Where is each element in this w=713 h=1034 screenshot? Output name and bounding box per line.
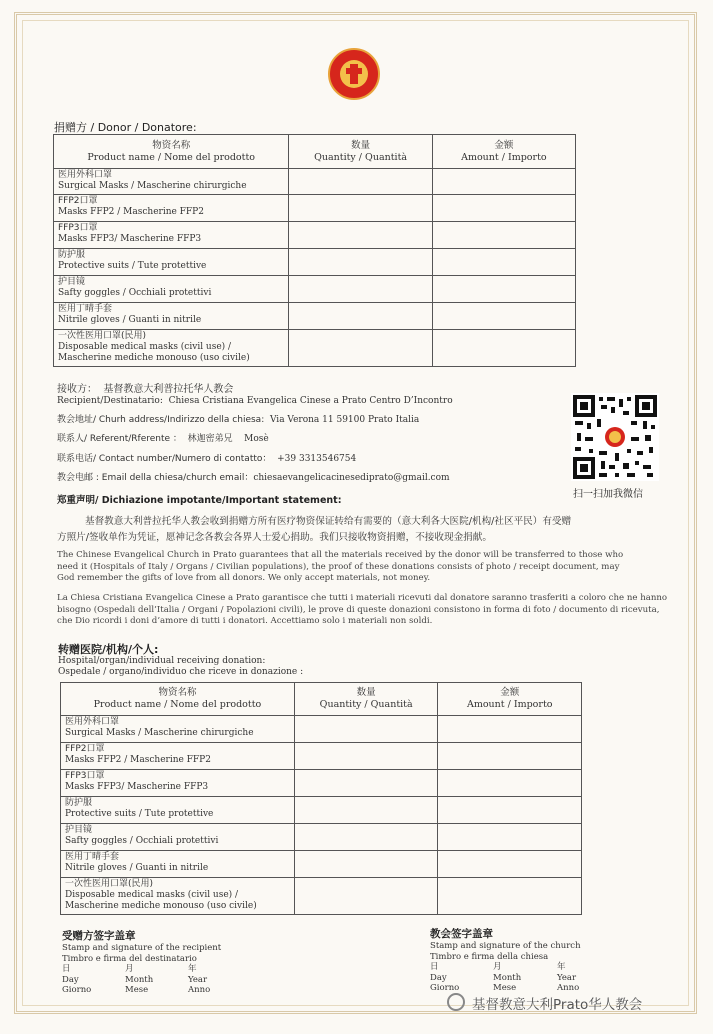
table-row: 医用丁晴手套 Nitrile gloves / Guanti in nitrile [54,303,576,330]
amount-cell[interactable] [432,195,575,222]
header-amount: 金额 Amount / Importo [438,683,582,716]
amount-cell[interactable] [432,169,575,195]
statement-cn: 基督教意大利普拉托华人教会收到捐赠方所有医疗物资保证转给有需要的（意大利各大医院/机构/社区平民）有受赠 方照片/签收单作为凭证，愿神记念各教会各界人士爱心捐助。我们只接收物资捐赠，不接收现金捐献。 [57,516,572,543]
quantity-cell[interactable] [294,797,438,824]
amount-cell[interactable] [438,770,582,797]
year-field: 年 Year Anno [557,962,580,993]
wechat-qr-code[interactable] [571,393,659,481]
header-product: 物资名称 Product name / Nome del prodotto [54,135,289,169]
amount-cell[interactable] [438,851,582,878]
quantity-cell[interactable] [289,222,432,249]
table-row: 医用外科口罩 Surgical Masks / Mascherine chirurgiche [54,169,576,195]
day-field: 日 Day Giorno [430,962,460,993]
recipient-line: Recipient/Destinatario: Chiesa Cristiana Evangelica Cinese a Prato Centro D’Incontro [57,396,453,406]
donor-table [53,134,576,367]
address-line: 教会地址/ Churh address/Indirizzo della chiesa: Via Verona 11 59100 Prato Italia [57,415,420,425]
header-amount: 金额 Amount / Importo [432,135,575,169]
quantity-cell[interactable] [289,249,432,276]
quantity-cell[interactable] [294,743,438,770]
day-field: 日 Day Giorno [62,964,92,995]
quantity-cell[interactable] [289,195,432,222]
document-page: 捐赠方 / Donor / Donatore: 物资名称 Product name / Nome del prodotto 数量 Quantity / Quantità 金额 Amount / Importo 医用外科口罩 Surgical Masks / Mascherine chirurgiche FFP2口罩 Masks FFP2 / Mascherine FFP2 FFP3口罩 Masks FFP3/ Mascherine FFP3 防护服 Protective suits / Tute protettive 护目镜 Safty goggles / Occhiali protettivi 医用丁晴手套 Nitrile gloves / Guanti in nitrile 一次性医用口罩(民用) Disposable medical masks (civil use) / Mascherine mediche monouso (uso civile) 接收方： 基督教意大利普拉托华人教会 Recipient/Destinatario: Chiesa Cristiana Evangelica Cinese a Prato Centro D’Incontro 教会地址/ Churh address/Indirizzo della chiesa: Via Verona 11 59100 Prato Italia 联系人/ Referent/Rferente ： 林迦密弟兄 Mosè 联系电话/ Contact number/Numero di contatto： +39 3313546754 教会电邮 : Email della chiesa/church email：chiesaevangelicacinesediprato@gmail.com 扫一扫加我微信 郑重声明/ Dichiazione impotante/Important statement: 基督教意大利普拉托华人教会收到捐赠方所有医疗物资保证转给有需要的（意大利各大医院/机构/社区平民）有受赠 方照片/签收单作为凭证，愿神记念各教会各界人士爱心捐助。我们只接收物资捐赠，不接收现金捐献。 The Chinese Evangelical Church in Prato guarantees that all the materials received by the donor will be transferred to those who need it (Hospitals of Italy / Organs / Civilian populations), the proof of these donations consists of photo / receipt document, may God remember the gifts of love from all donors. We only accept materials, not money. La Chiesa Cristiana Evangelica Cinese a Prato garantisce che tutti i materiali ricevuti dal donatore saranno trasferiti a coloro che ne hanno bisogno (Ospedali dell’Italia / Organi / Popolazioni civili), le prove di queste donazioni consistono in forma di foto / documento di ricevuta, che Dio ricordi i doni d’amore di tutti i donatori. Accettiamo solo i materiali non soldi. 转赠医院/机构/个人: Hospital/organ/individual receiving donation: Ospedale / organo/individuo che riceve in donazione : 物资名称 Product name / Nome del prodotto 数量 Quantity / Quantità 金额 Amount / Importo 医用外科口罩 Surgical Masks / Mascherine chirurgiche FFP2口罩 Masks FFP2 / Mascherine FFP2 FFP3口罩 Masks FFP3/ Mascherine FFP3 防护服 Protective suits / Tute protettive 护目镜 Safty goggles / Occhiali protettivi 医用丁晴手套 Nitrile gloves / Guanti in nitrile 一次性医用口罩(民用) Disposable medical masks (civil use) / Mascherine mediche monouso (uso civile) 受赠方签字盖章 Stamp and signature of the recipient Timbro e firma del destinatario 日 Day Giorno 月 Month Mese 年 Year Anno 教会签字盖章 Stamp and signature of the church Timbro e firma della chiesa 日 Day Giorno 月 Month Mese 年 Year Anno 基督教意大利Prato华人教会 [0,0,713,1034]
table-row: 一次性医用口罩(民用) Disposable medical masks (civil use) / Mascherine mediche monouso (uso civile) [54,330,576,367]
donor-section-title: 捐赠方 / Donor / Donatore: [54,121,197,134]
quantity-cell[interactable] [289,330,432,367]
receiving-table [60,682,582,915]
amount-cell[interactable] [438,797,582,824]
header-quantity: 数量 Quantity / Quantità [294,683,438,716]
statement-title: 郑重声明/ Dichiazione impotante/Important statement: [57,495,342,506]
quantity-cell[interactable] [294,824,438,851]
quantity-cell[interactable] [294,851,438,878]
recipient-cn-line: 接收方： 基督教意大利普拉托华人教会 [57,384,234,395]
quantity-cell[interactable] [294,878,438,915]
table-row: 护目镜 Safty goggles / Occhiali protettivi [61,824,582,851]
header-quantity: 数量 Quantity / Quantità [289,135,432,169]
receiving-section-title: 转赠医院/机构/个人: [58,643,159,656]
quantity-cell[interactable] [294,716,438,743]
table-row: FFP3口罩 Masks FFP3/ Mascherine FFP3 [54,222,576,249]
table-row: 防护服 Protective suits / Tute protettive [61,797,582,824]
account-watermark: 基督教意大利Prato华人教会 [472,997,643,1013]
referent-line: 联系人/ Referent/Rferente ： 林迦密弟兄 Mosè [57,434,269,444]
wechat-account-icon [447,993,465,1011]
statement-en: The Chinese Evangelical Church in Prato guarantees that all the materials received by the donor will be transferred to those who need it (Hospitals of Italy / Organs / Civilian populations), the proof of these donations consists of photo / receipt document, may God remember the gifts of love from all donors. We only accept materials, not money. [57,550,624,583]
amount-cell[interactable] [438,716,582,743]
quantity-cell[interactable] [289,276,432,303]
receiving-title-it: Ospedale / organo/individuo che riceve in donazione : [58,667,304,677]
amount-cell[interactable] [432,276,575,303]
email-line: 教会电邮 : Email della chiesa/church email：chiesaevangelicacinesediprato@gmail.com [57,473,450,483]
month-field: 月 Month Mese [125,964,154,995]
table-row: 医用外科口罩 Surgical Masks / Mascherine chirurgiche [61,716,582,743]
amount-cell[interactable] [432,222,575,249]
table-row: FFP2口罩 Masks FFP2 / Mascherine FFP2 [61,743,582,770]
amount-cell[interactable] [438,878,582,915]
amount-cell[interactable] [438,824,582,851]
table-row: 护目镜 Safty goggles / Occhiali protettivi [54,276,576,303]
amount-cell[interactable] [432,303,575,330]
quantity-cell[interactable] [289,303,432,330]
amount-cell[interactable] [438,743,582,770]
year-field: 年 Year Anno [188,964,211,995]
statement-it: La Chiesa Cristiana Evangelica Cinese a Prato garantisce che tutti i materiali ricevuti dal donatore saranno trasferiti a coloro che ne hanno bisogno (Ospedali dell’Italia / Organi / Popolazioni civili), le prove di queste donazioni consistono in forma di foto / documento di ricevuta, che Dio ricordi i doni d’amore di tutti i donatori. Accettiamo solo i materiali non soldi. [57,593,668,626]
table-row: FFP2口罩 Masks FFP2 / Mascherine FFP2 [54,195,576,222]
header-product: 物资名称 Product name / Nome del prodotto [61,683,295,716]
receiving-title-en: Hospital/organ/individual receiving donation: [58,656,266,666]
quantity-cell[interactable] [294,770,438,797]
quantity-cell[interactable] [289,169,432,195]
table-row: 医用丁晴手套 Nitrile gloves / Guanti in nitrile [61,851,582,878]
amount-cell[interactable] [432,330,575,367]
phone-line: 联系电话/ Contact number/Numero di contatto： +39 3313546754 [57,454,357,464]
amount-cell[interactable] [432,249,575,276]
church-seal-logo [328,48,380,100]
month-field: 月 Month Mese [493,962,522,993]
table-row: 一次性医用口罩(民用) Disposable medical masks (civil use) / Mascherine mediche monouso (uso civile) [61,878,582,915]
qr-caption: 扫一扫加我微信 [573,489,643,500]
table-row: 防护服 Protective suits / Tute protettive [54,249,576,276]
table-row: FFP3口罩 Masks FFP3/ Mascherine FFP3 [61,770,582,797]
